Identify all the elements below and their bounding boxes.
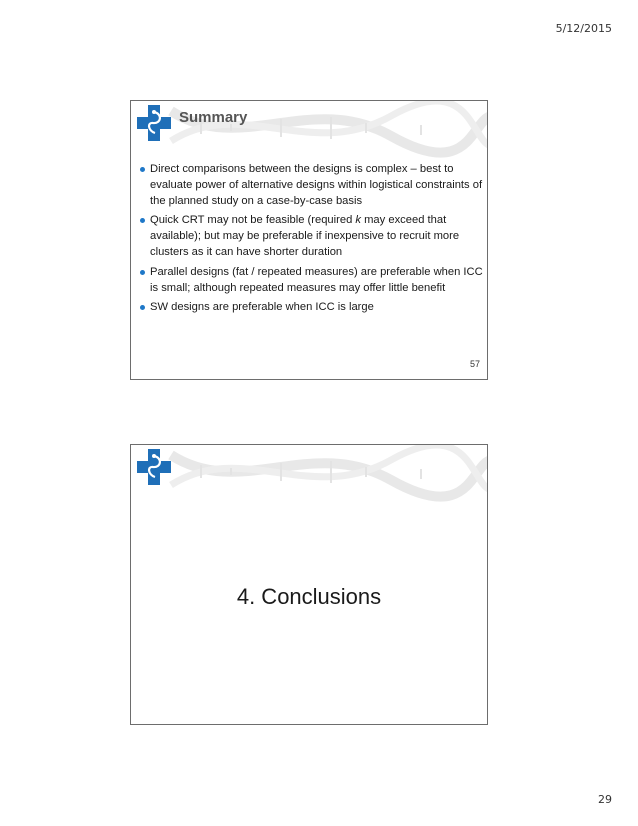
bullet-item: SW designs are preferable when ICC is large <box>139 300 484 316</box>
dna-helix-background <box>131 445 488 505</box>
section-title: 4. Conclusions <box>236 584 382 609</box>
page-number: 29 <box>598 793 612 806</box>
medical-cross-logo-icon <box>137 449 173 485</box>
bullet-text: may exceed that available); but may be preferable if inexpensive to recruit more clusters as it can have shorter duration <box>150 214 460 258</box>
bullet-item: Direct comparisons between the designs is complex – best to evaluate power of alternative designs within logistical constraints of the planned study on a case-by-case basis <box>139 162 484 209</box>
slide-title: Summary <box>179 109 248 126</box>
slide-number: 57 <box>469 359 480 369</box>
bullet-text: Quick CRT may not be feasible (required <box>150 214 356 227</box>
slide-conclusions <box>130 444 488 725</box>
bullet-item: Parallel designs (fat / repeated measures) are preferable when ICC is small; although repeated measures may offer little benefit <box>139 265 484 297</box>
medical-cross-logo-icon <box>137 105 173 141</box>
bullet-emphasis: k <box>355 214 361 227</box>
slide-summary <box>130 100 488 380</box>
bullet-list <box>139 162 484 320</box>
bullet-item <box>139 213 484 260</box>
header-date: 5/12/2015 <box>555 22 612 35</box>
